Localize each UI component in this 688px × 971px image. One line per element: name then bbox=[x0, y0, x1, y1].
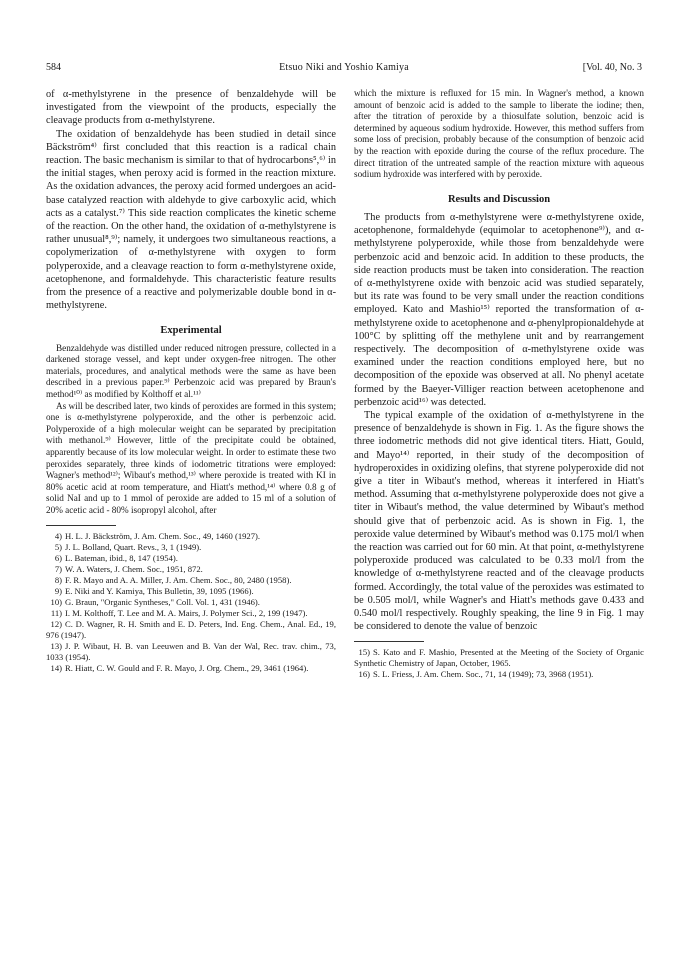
footnote: 11) I. M. Kolthoff, T. Lee and M. A. Mairs, J. Polymer Sci., 2, 199 (1947). bbox=[50, 607, 308, 618]
footnote: 7) W. A. Waters, J. Chem. Soc., 1951, 872. bbox=[54, 563, 203, 574]
footnote: 16) S. L. Friess, J. Am. Chem. Soc., 71, 14 (1949); 73, 3968 (1951). bbox=[358, 669, 594, 680]
paragraph: of α-methylstyrene in the presence of benzaldehyde will be investigated from the viewpoint of the products, especially the cleavage products from α-methylstyrene. bbox=[46, 89, 336, 127]
footnote: 9) E. Niki and Y. Kamiya, This Bulletin, 39, 1095 (1966). bbox=[54, 585, 254, 596]
paragraph: The products from α-methylstyrene were α-methylstyrene oxide, acetophenone, formaldehyde (equimolar to acetophenone⁹⁾), and α-methylstyrene polyperoxide, while those from benzaldehyde were perbenzoic acid and benzoic acid. In addition to these products, the side reaction products must be taken into consideration. The reaction of α-methylstyrene oxide with benzoic acid was studied separately, but its rate was found to be very small under the reaction conditions employed. Kato and Mashio¹⁵⁾ reported the transformation of α-methylstyrene oxide to acetophenone and α-phenylpropionaldehyde at 100°C by splitting off the methylene unit and by rearrangement respectively. The decomposition of α-methylstyrene oxide was examined under the reaction conditions employed here, but no decomposition of the epoxide was observed at all. No phenyl acetate formed by the Baeyer-Villiger reaction between acetophenone and perbenzoic acid¹⁶⁾ was detected. bbox=[354, 211, 644, 408]
footnote: 12) C. D. Wagner, R. H. Smith and E. D. Peters, Ind. Eng. Chem., Anal. Ed., 19, 976 (1947). bbox=[46, 618, 336, 640]
left-column bbox=[46, 88, 336, 674]
paragraph: The typical example of the oxidation of α-methylstyrene in the presence of benzaldehyde is shown in Fig. 1. As the figure shows the three iodometric methods did not give identical titers. Hiatt, Gould, and Mayo¹⁴⁾ reported, in their study of the decomposition of hydroperoxides in oxidizing olefins, that styrene polyperoxide did not give a titer in Wibaut's method, whereas it interfered in Hiatt's method. Assuming that α-methylstyrene polyperoxide does not give a titer in Wibaut's method, the value determined by Wibaut's method should give that of perbenzoic acid. As is shown in Fig. 1, the peroxide value determined by Wibaut's method was 0.175 mol/l when the reaction was carried out for 60 min. At that point, α-methylstyrene polyperoxide produced was calculated to be 0.33 mol/l from the knowledge of α-methylstyrene reacted and of the cleavage products formed. Accordingly, the total value of the peroxides was estimated to be 0.505 mol/l, while Wagner's and Hiatt's methods gave 0.433 and 0.540 mol/l respectively. Roughly speaking, the line 9 in Fig. 1 may be considered to denote the value of benzoic bbox=[354, 410, 644, 633]
running-head-authors: Etsuo Niki and Yoshio Kamiya bbox=[279, 62, 409, 73]
paragraph: As will be described later, two kinds of peroxides are formed in this system; one is α-methylstyrene polyperoxide, and the other is perbenzoic acid. Polyperoxide of a high molecular weight can be separated by precipitation with methanol.⁹⁾ However, little of the precipitate could be obtained, apparently because of its low molecular weight. In order to estimate these two peroxides separately, three kinds of iodometric titrations were employed: Wagner's method¹²⁾; Wibaut's method,¹³⁾ where peroxide is treated with KI in 80% acetic acid at room temperature, and Hiatt's method,¹⁴⁾ where 0.8 g of solid NaI and up to 1 mmol of peroxide are added to 15 ml of a solution of 20% acetic acid - 80% isopropyl alcohol, after bbox=[46, 400, 336, 515]
footnotes-right bbox=[354, 647, 644, 680]
footnote: 6) L. Bateman, ibid., 8, 147 (1954). bbox=[54, 552, 178, 563]
page-number: 584 bbox=[46, 62, 61, 73]
page-header bbox=[46, 62, 642, 80]
footnotes-left bbox=[46, 531, 336, 674]
footnote: 14) R. Hiatt, C. W. Gould and F. R. Mayo, J. Org. Chem., 29, 3461 (1964). bbox=[50, 662, 309, 673]
section-heading-experimental: Experimental bbox=[160, 325, 222, 337]
volume-info: [Vol. 40, No. 3 bbox=[582, 62, 642, 73]
footnote: 15) S. Kato and F. Mashio, Presented at the Meeting of the Society of Organic Synthetic Chemistry of Japan, October, 1965. bbox=[354, 647, 644, 669]
footnote-divider bbox=[354, 641, 424, 642]
footnote: 5) J. L. Bolland, Quart. Revs., 3, 1 (1949). bbox=[54, 541, 202, 552]
paragraph: which the mixture is refluxed for 15 min. In Wagner's method, a known amount of benzoic acid is added to the sample to liberate the iodine; then, after the titration of peroxide by a thiosulfate solution, benzoic acid is determined by aqueous sodium hydroxide. However, this method suffers from some loss of precision, probably because of the consumption of benzoic acid by the reaction with epoxide during the course of the reflux procedure. The direct titration of the untreated sample of the reaction mixture with aqueous sodium hydroxide was interfered with by peroxide. bbox=[354, 88, 644, 180]
footnote: 8) F. R. Mayo and A. A. Miller, J. Am. Chem. Soc., 80, 2480 (1958). bbox=[54, 574, 292, 585]
section-heading-results: Results and Discussion bbox=[447, 193, 551, 205]
paragraph: The oxidation of benzaldehyde has been studied in detail since Bäckström⁴⁾ first concluded that this reaction is a radical chain reaction. The basic mechanism is similar to that of hydrocarbons⁵,⁶⁾ in the initial stages, when peroxy acid is formed in the reaction mixture. As the oxidation advances, the peroxy acid formed undergoes an acid-base catalyzed reaction with aldehyde to give carboxylic acid, which acts as a catalyst.⁷⁾ This side reaction complicates the kinetic scheme of the reaction. On the other hand, the oxidation of α-methylstyrene is rather unusual⁸,⁹⁾; namely, it undergoes two simultaneous reactions, a copolymerization of α-methylstyrene with oxygen to form polyperoxide, and a cleavage reaction to form α-methylstyrene oxide, acetophenone, and formaldehyde. This characteristic feature results from the presence of a reactive and polymerizable double bond in α-methylstyrene. bbox=[46, 128, 336, 312]
footnote: 13) J. P. Wibaut, H. B. van Leeuwen and B. Van der Wal, Rec. trav. chim., 73, 1033 (1954). bbox=[46, 640, 336, 662]
paragraph: Benzaldehyde was distilled under reduced nitrogen pressure, collected in a darkened storage vessel, and kept under oxygen-free nitrogen. The other materials, procedures, and analytical methods were the same as have been described in a previous paper.⁹⁾ Perbenzoic acid was prepared by Braun's method¹⁰⁾ as modified by Kolthoff et al.¹¹⁾ bbox=[46, 342, 336, 400]
footnote: 4) H. L. J. Bäckström, J. Am. Chem. Soc., 49, 1460 (1927). bbox=[54, 530, 261, 541]
footnote-divider bbox=[46, 525, 116, 526]
right-column bbox=[354, 88, 644, 680]
footnote: 10) G. Braun, "Organic Syntheses," Coll. Vol. 1, 431 (1946). bbox=[50, 596, 260, 607]
